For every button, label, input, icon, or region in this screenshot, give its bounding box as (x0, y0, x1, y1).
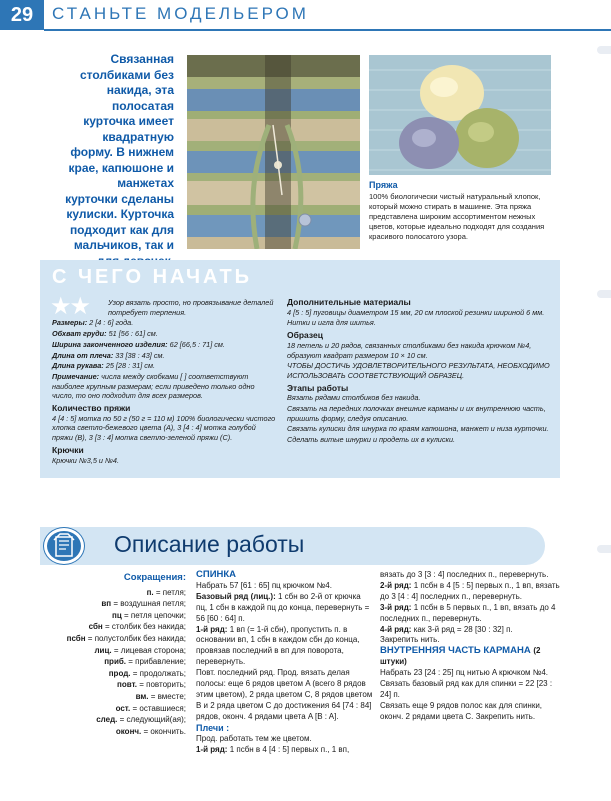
abbreviations-title: Сокращения: (123, 572, 186, 583)
shoulders-pocket-instructions (380, 570, 560, 723)
back-p1: Набрать 57 [61 : 65] пц крючком №4. (196, 580, 332, 590)
header-rule (44, 29, 611, 31)
back-base-row: Базовый ряд (лиц.): 1 сбн во 2-й от крючка пц, 1 сбн в каждой пц до конца, перевернуть = 56 [60 : 64] п. (196, 591, 370, 623)
rt-p5: Связать еще 9 рядов полос как для спинки, оконч. 2 рядами цвета C. Закрепить нить. (380, 700, 543, 721)
rt-p3: Набрать 23 [24 : 25] пц нитью A крючком №4. (380, 668, 548, 678)
back-title: СПИНКА (196, 569, 237, 580)
back-p3: Прод. работать тем же цветом. (196, 733, 312, 743)
yarn-caption (369, 180, 559, 242)
abbreviations-list (60, 572, 186, 737)
jacket-photo (187, 55, 360, 249)
step-item: Связать на передних полочках внешние карманы и их внутреннюю часть, пришить форму, следуя описанию. (287, 404, 546, 423)
abbreviation-item: лиц. = лицевая сторона; (94, 645, 186, 655)
yarn-amount-title: Количество пряжи (52, 403, 131, 414)
rt-row-2: 2-й ряд: 1 псбн в 4 [5 : 5] первых п., 1 вп, вязать до 3 [4 : 4] последних п., перевернуть. (380, 580, 560, 601)
length-line: Длина от плеча: 33 [38 : 43] см. (52, 350, 165, 360)
description-title: Описание работы (114, 531, 305, 557)
abbreviation-item: псбн = полустолбик без накида; (66, 633, 186, 643)
difficulty-lead: Узор вязать просто, но провязывание деталей потребует терпения. (108, 298, 274, 317)
yarn-photo (369, 55, 551, 175)
panel-title: С ЧЕГО НАЧАТЬ (52, 266, 253, 288)
step-item: Вязать рядами столбиков без накида. (287, 393, 421, 403)
yarn-amount-text: 4 [4 : 5] мотка по 50 г (50 г = 110 м) 100% биологически чистого хлопка светло-бежевого цвета (A), 3 [4 : 4] мотка голубой пряжи (B), 3 [3 : 4] мотка светло-зеленой пряжи (C). (52, 413, 276, 443)
rt-row-3: 3-й ряд: 1 псбн в 5 первых п., 1 вп, вязать до 4 последних п., перевернуть. (380, 602, 556, 623)
hooks-title: Крючки (52, 444, 84, 455)
description-band (40, 527, 560, 565)
sleeve-line: Длина рукава: 25 [28 : 31] см. (52, 361, 155, 371)
pattern-icon (44, 528, 84, 564)
abbreviation-item: повт. = повторить; (117, 680, 186, 690)
pocket-title: ВНУТРЕННЯЯ ЧАСТЬ КАРМАНА (2 штуки) (380, 645, 541, 667)
back-row-1: 1-й ряд: 1 вп (= 1-й сбн), пропустить п. в основании вп, 1 сбн в каждом сбн до конца, провязав последний в вп для поворота, перевернуть. (196, 624, 360, 667)
rt-row-4: 4-й ряд: как 3-й ряд = 28 [30 : 32] п. (380, 624, 513, 634)
extra-text-1: 4 [5 : 5] пуговицы диаметром 15 мм, 20 см плоской резинки шириной 6 мм. (287, 307, 545, 317)
sizes-line: Размеры: 2 [4 : 6] года. (52, 318, 134, 328)
rt-p4: Связать базовый ряд как для спинки = 22 [23 : 24] п. (380, 679, 553, 699)
abbreviation-item: сбн = столбик без накида; (88, 622, 186, 632)
abbreviation-item: приб. = прибавление; (104, 657, 186, 667)
abbreviation-item: прод. = продолжать; (108, 668, 186, 678)
abbreviation-item: вм. = вместе; (135, 691, 186, 701)
page-header (0, 0, 611, 30)
abbreviation-item: оконч. = окончить. (115, 726, 186, 736)
extra-title: Дополнительные материалы (287, 297, 411, 307)
width-line: Ширина законченного изделия: 62 [66,5 : 71] см. (52, 339, 225, 349)
note-line: Примечание: числа между скобками [ ] соответствуют наиболее крупным размерам; если приведено только одно число, то оно подходит для всех размеров. (52, 371, 255, 401)
binder-hole (597, 46, 611, 54)
back-row-1b: 1-й ряд: 1 псбн в 4 [4 : 5] первых п., 1 вп, (196, 744, 350, 754)
rt-p1: вязать до 3 [3 : 4] последних п., перевернуть. (380, 570, 549, 579)
panel-right-column (287, 298, 551, 446)
difficulty-stars: ★★ (50, 293, 90, 320)
rt-p2: Закрепить нить. (380, 635, 440, 645)
binder-hole (597, 290, 611, 298)
yarn-caption-text: 100% биологически чистый натуральный хлопок, который можно стирать в машинке. Эта пряжа представлена широким ассортиментом нежных цветов, которые идеально подходят для создания красивого полосатого узора. (369, 192, 545, 241)
extra-text-2: Нитки и игла для шитья. (287, 318, 376, 328)
hooks-text: Крючки №3,5 и №4. (52, 455, 119, 465)
page-number: 29 (0, 0, 44, 30)
abbreviation-item: п. = петля; (146, 587, 186, 597)
abbreviation-item: ост. = оставшиеся; (115, 703, 186, 713)
abbreviation-item: пц = петля цепочки; (111, 610, 186, 620)
step-item: Связать кулиски для шнурка по краям капюшона, манжет и низа курточки. (287, 424, 549, 434)
shoulders-title: Плечи : (196, 722, 230, 733)
back-p2: Повт. последний ряд. Прод. вязать делая полосы: еще 6 рядов цветом A (всего 8 рядов этим цветом), 2 ряда цветом C, 8 рядов цветом B и 2 ряда цветом C до достижения 64 [74 : 84] рядов, оконч. 4 рядами цвета A [B : A]. (196, 668, 373, 721)
section-title: СТАНЬТЕ МОДЕЛЬЕРОМ (52, 4, 309, 23)
step-item: Сделать витые шнурки и продеть их в кулиски. (287, 435, 456, 445)
gauge-text-1: 18 петель и 20 рядов, связанных столбиками без накида крючком №4, образуют квадрат размером 10 × 10 см. (287, 340, 532, 360)
back-instructions (196, 570, 374, 755)
chest-line: Обхват груди: 51 [56 : 61] см. (52, 329, 158, 339)
abbreviation-item: след. = следующий(ая); (96, 715, 186, 725)
yarn-caption-title: Пряжа (369, 180, 398, 190)
binder-hole (597, 545, 611, 553)
abbreviation-item: вп = воздушная петля; (101, 599, 186, 609)
getting-started-panel (40, 260, 560, 478)
gauge-text-2: ЧТОБЫ ДОСТИЧЬ УДОВЛЕТВОРИТЕЛЬНОГО РЕЗУЛЬТАТА, НЕОБХОДИМО ИСПОЛЬЗОВАТЬ СООТВЕТСТВУЮЩИЙ ОБРАЗЕЦ. (287, 361, 550, 380)
panel-left-column (52, 298, 277, 466)
gauge-title: Образец (287, 330, 323, 341)
steps-title: Этапы работы (287, 382, 349, 393)
intro-text: Связанная столбиками без накида, эта полосатая курточка имеет квадратную форму. В нижнем крае, капюшоне и манжетах курточки сделаны кулиски. Курточка подходит как для мальчиков, так и (65, 52, 174, 252)
